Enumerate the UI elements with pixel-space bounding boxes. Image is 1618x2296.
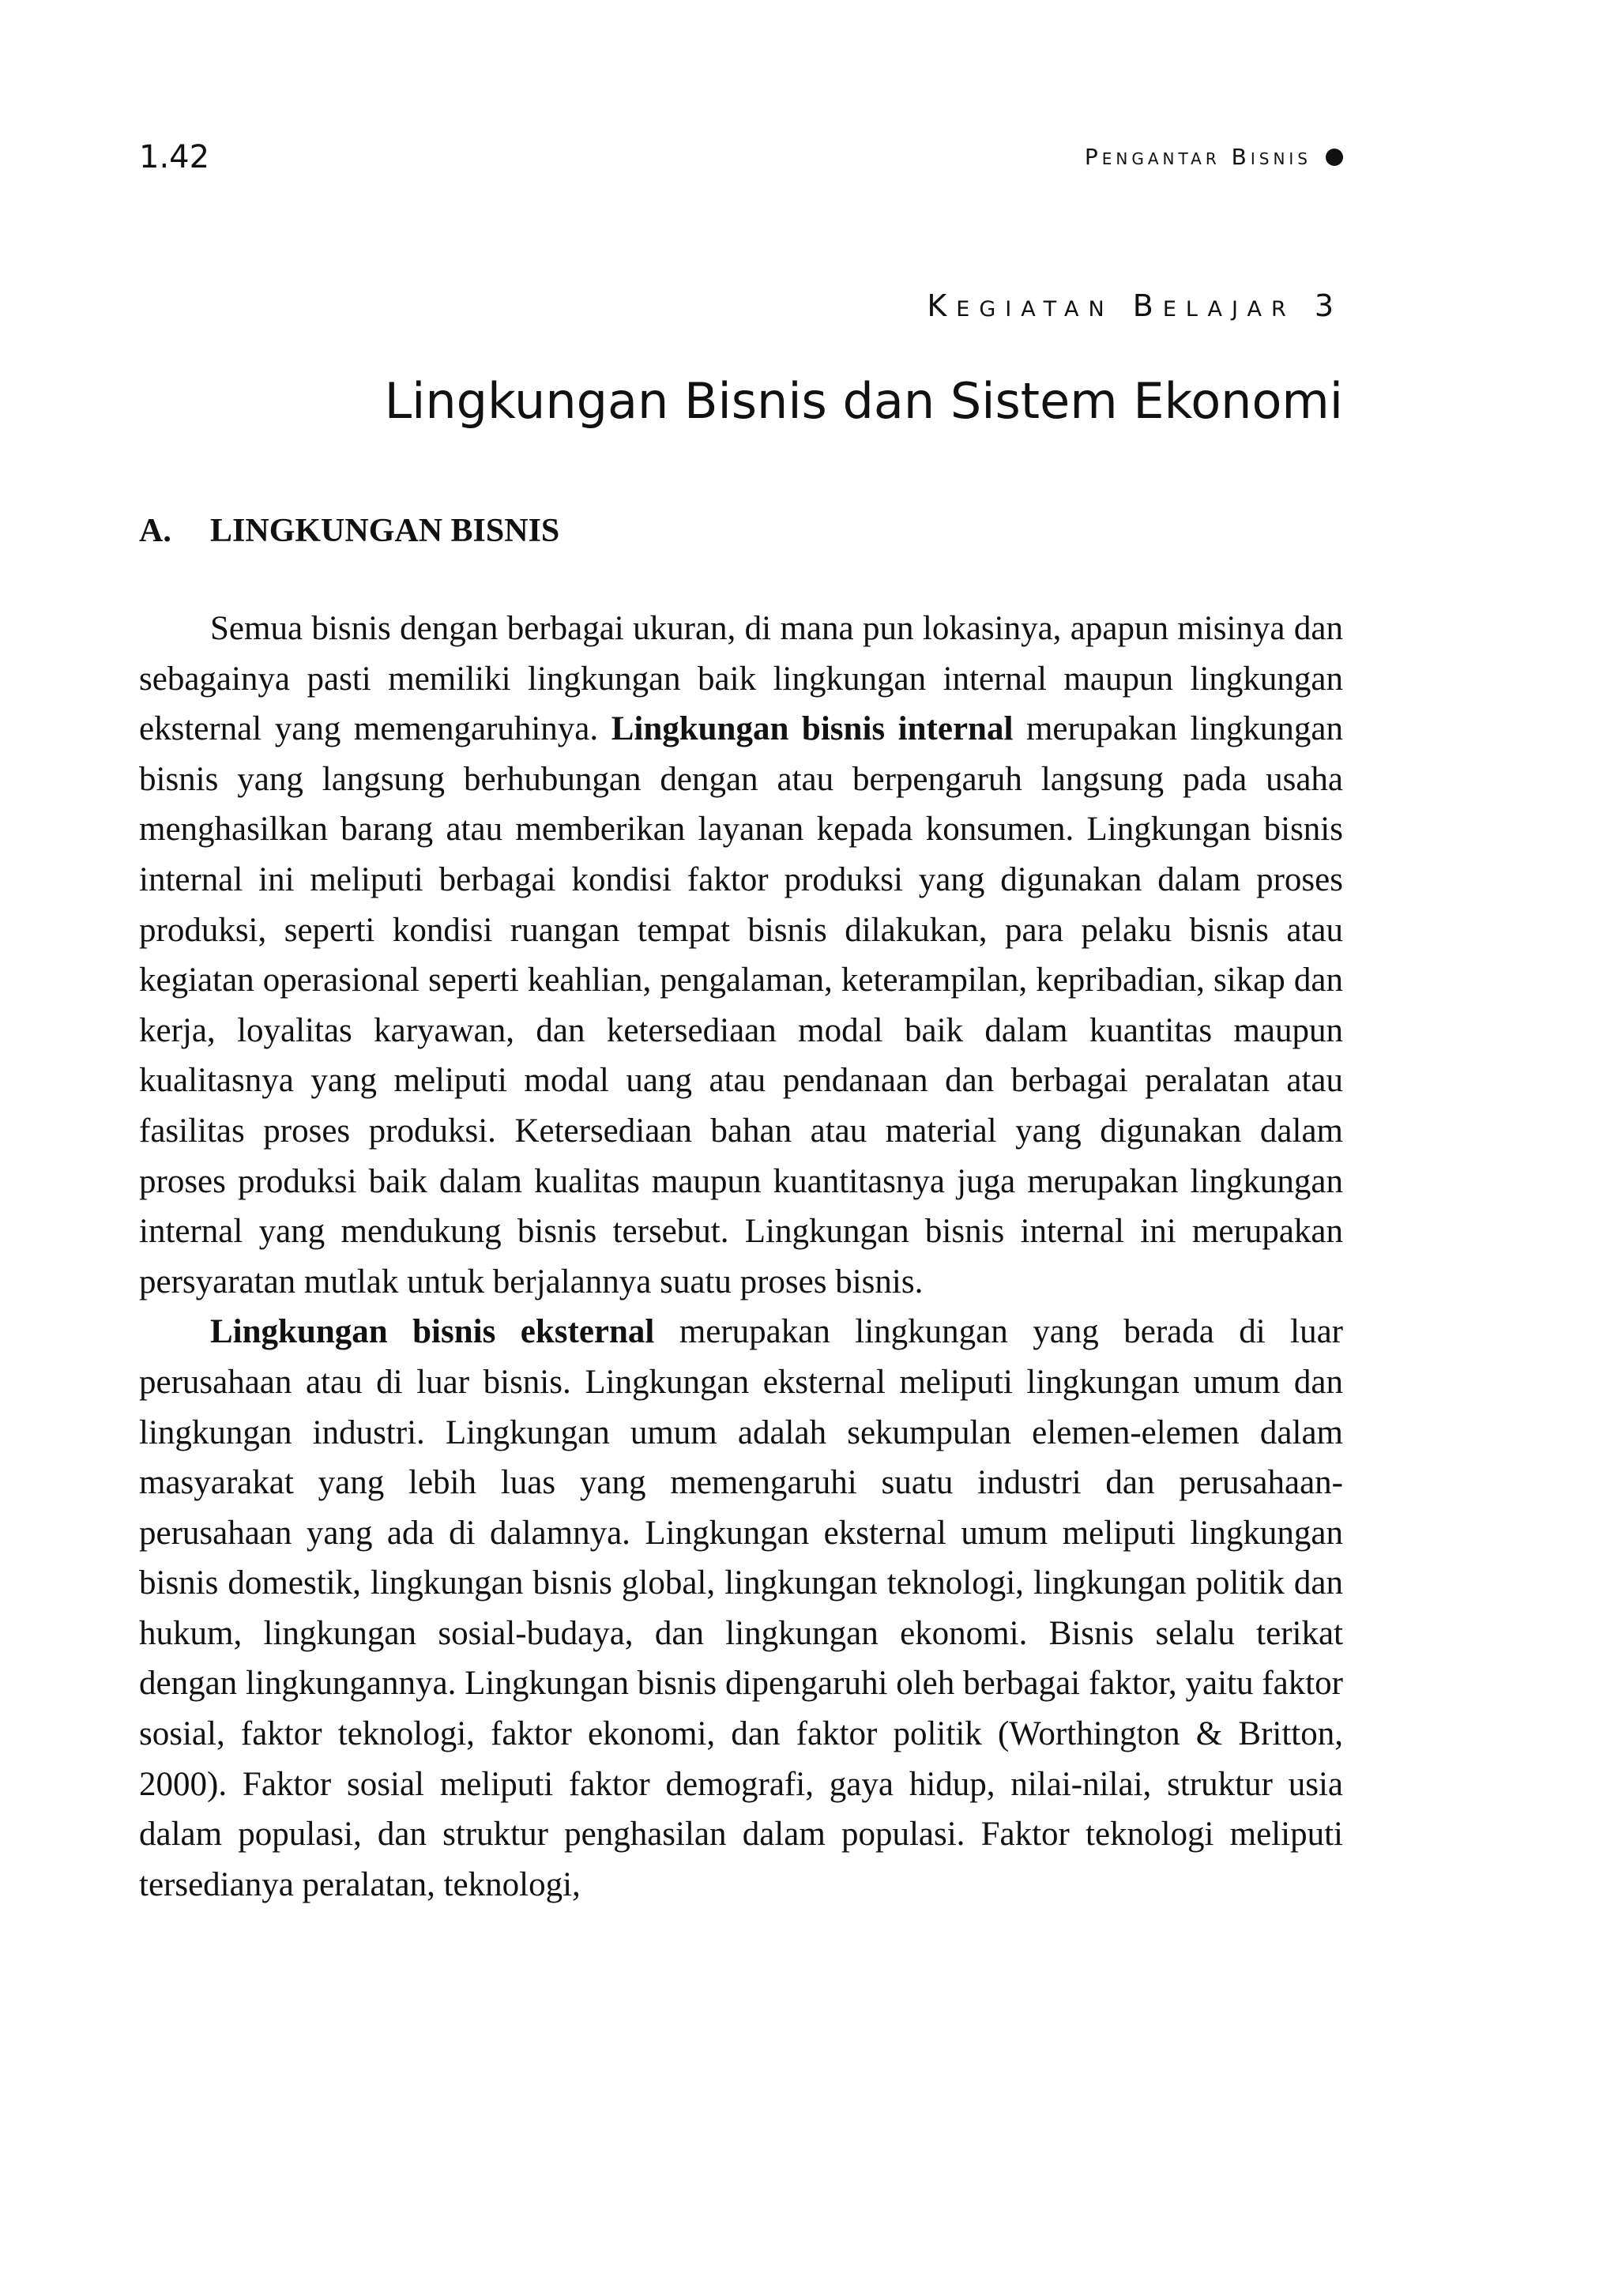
subheading-text: LINGKUNGAN BISNIS	[210, 513, 560, 549]
page-number: 1.42	[139, 139, 210, 175]
paragraph-text: Semua bisnis dengan berbagai ukuran, di mana pun lokasinya, apapun misinya dan sebagainya pasti memiliki lingkungan baik lingkungan internal maupun lingkungan eksternal yang memengaruhinya.	[139, 610, 1343, 748]
body-text	[139, 604, 1343, 1910]
bold-term-internal: Lingkungan bisnis internal	[611, 710, 1014, 748]
paragraph-text: merupakan lingkungan yang berada di luar perusahaan atau di luar bisnis. Lingkungan eksternal meliputi lingkungan umum dan lingkungan industri. Lingkungan umum adalah sekumpulan elemen-elemen dalam masyarakat yang lebih luas yang memengaruhi suatu industri dan perusahaan-perusahaan yang ada di dalamnya. Lingkungan eksternal umum meliputi lingkungan bisnis domestik, lingkungan bisnis global, lingkungan teknologi, lingkungan politik dan hukum, lingkungan sosial-budaya, dan lingkungan ekonomi. Bisnis selalu terikat dengan lingkungannya. Lingkungan bisnis dipengaruhi oleh berbagai faktor, yaitu faktor sosial, faktor teknologi, faktor ekonomi, dan faktor politik (Worthington & Britton, 2000). Faktor sosial meliputi faktor demografi, gaya hidup, nilai-nilai, struktur usia dalam populasi, dan struktur penghasilan dalam populasi. Faktor teknologi meliputi tersedianya peralatan, teknologi,	[139, 1313, 1343, 1903]
book-title: Pengantar Bisnis	[1084, 144, 1311, 170]
chapter-title: Lingkungan Bisnis dan Sistem Ekonomi	[384, 372, 1343, 430]
subheading-number: A.	[139, 513, 171, 549]
paragraph-text: merupakan lingkungan bisnis yang langsung berhubungan dengan atau berpengaruh langsung pada usaha menghasilkan barang atau memberikan layanan kepada konsumen. Lingkungan bisnis internal ini meliputi berbagai kondisi faktor produksi yang digunakan dalam proses produksi, seperti kondisi ruangan tempat bisnis dilakukan, para pelaku bisnis atau kegiatan operasional seperti keahlian, pengalaman, keterampilan, kepribadian, sikap dan kerja, loyalitas karyawan, dan ketersediaan modal baik dalam kuantitas maupun kualitasnya yang meliputi modal uang atau pendanaan dan berbagai peralatan atau fasilitas proses produksi. Ketersediaan bahan atau material yang digunakan dalam proses produksi baik dalam kualitas maupun kuantitasnya juga merupakan lingkungan internal yang mendukung bisnis tersebut. Lingkungan bisnis internal ini merupakan persyaratan mutlak untuk berjalannya suatu proses bisnis.	[139, 710, 1343, 1300]
bold-term-external: Lingkungan bisnis eksternal	[210, 1313, 655, 1351]
book-title-group	[1085, 137, 1343, 177]
paragraph-internal	[139, 604, 1343, 1307]
subheading	[139, 509, 559, 553]
paragraph-external	[139, 1307, 1343, 1910]
bullet-icon	[1326, 149, 1343, 166]
section-label: Kegiatan Belajar 3	[927, 288, 1343, 323]
running-header	[139, 134, 1343, 182]
